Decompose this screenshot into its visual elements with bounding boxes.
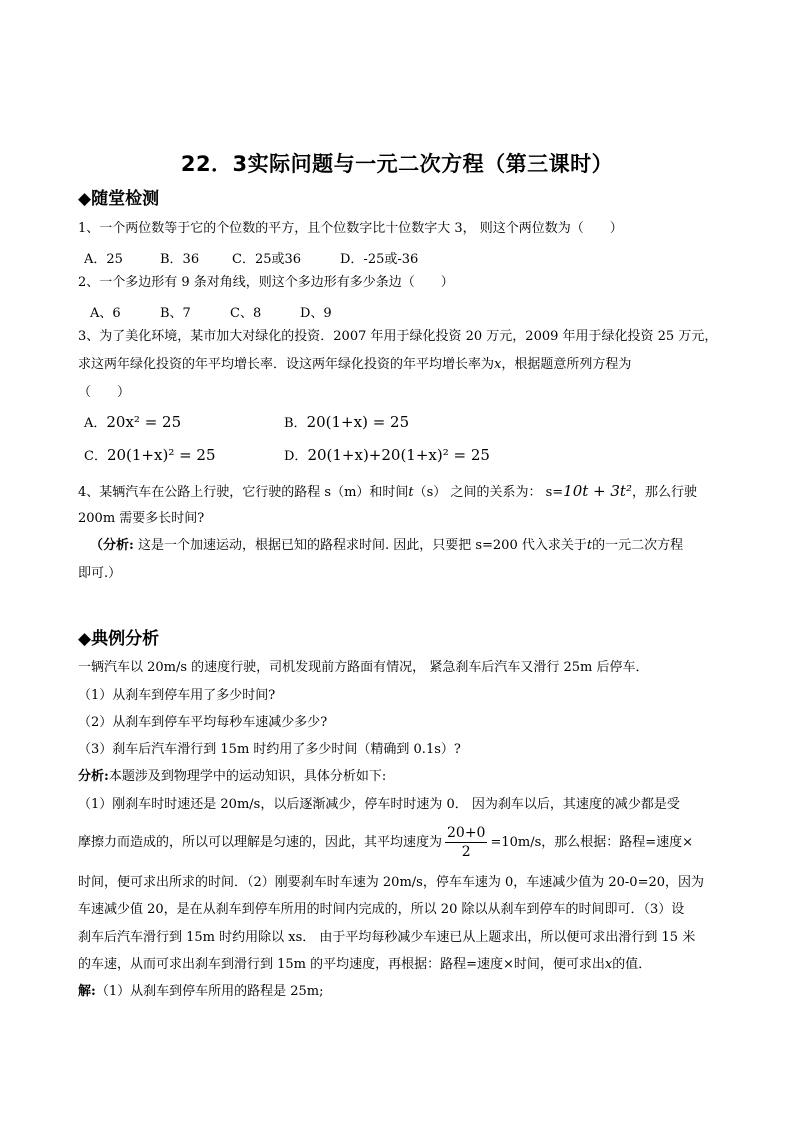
average-speed-fraction [445, 824, 487, 861]
hint-text-2: 的一元二次方程 [592, 538, 684, 553]
solution-text: （1）从刹车到停车所用的路程是 25m; [95, 984, 324, 999]
q3-option-b-formula: 20(1+x) = 25 [306, 413, 410, 431]
q2-option-d: D、9 [300, 306, 332, 321]
q4-text-2: （s） 之间的关系为： s= [413, 485, 564, 500]
q2-option-c: C、8 [230, 306, 262, 321]
analysis-text-6: 的车速，从而可求出刹车到滑行到 15m 的平均速度，再根据：路程=速度×时间，便可求出 [78, 957, 605, 972]
question-3-answer-blank: （ ） [78, 385, 131, 400]
fraction-denominator: 2 [461, 844, 471, 860]
q4-time-variable: t [408, 485, 414, 500]
q3-option-d [284, 445, 490, 464]
fraction-numerator: 20+0 [447, 825, 486, 841]
q3-option-a-label: A． [84, 416, 107, 431]
q4-formula: 10t + 3t² [563, 482, 632, 500]
question-3-line-2 [78, 355, 631, 375]
analysis-label: 分析: [78, 769, 109, 784]
analysis-paragraph-line-4: 车速减少值 20，是在从刹车到停车所用的时间内完成的，所以 20 除以从刹车到停车的时间即可．（3）设 [78, 902, 685, 917]
analysis-paragraph-line-3: 时间，便可求出所求的时间．（2）刚要刹车时车速为 20m/s，停车车速为 0，车速减少值为 20-0=20，因为 [78, 875, 705, 890]
q3-option-a-formula: 20x² = 25 [106, 413, 182, 431]
q3-option-a [84, 412, 181, 431]
analysis-paragraph-line-1: （1）刚刹车时时速还是 20m/s，以后逐渐减少，停车时时速为 0． 因为刹车以后，其速度的减少都是受 [78, 797, 680, 812]
section-heading-practice: ◆随堂检测 [78, 189, 160, 209]
section-heading-example: ◆典例分析 [78, 629, 160, 649]
example-sub-question-2: （2）从刹车到停车平均每秒车速减少多少? [78, 715, 328, 730]
q3-option-b [284, 412, 409, 431]
q3-option-b-label: B． [284, 416, 307, 431]
q2-option-a: A、6 [90, 306, 121, 321]
q1-option-a: A．25 [84, 252, 123, 267]
q2-option-b: B、7 [160, 306, 191, 321]
q4-text-1: 4、某辆汽车在公路上行驶，它行驶的路程 s（m）和时间 [78, 485, 409, 500]
q4-text-3: ，那么行驶 [631, 485, 697, 500]
q3-variable: x [494, 357, 502, 372]
q3-option-c-formula: 20(1+x)² = 25 [106, 446, 216, 464]
example-intro: 一辆汽车以 20m/s 的速度行驶，司机发现前方路面有情况， 紧急刹车后汽车又滑行 25m 后停车． [78, 660, 649, 675]
analysis-paragraph-line-2 [78, 824, 693, 861]
hint-variable: t [586, 538, 593, 553]
analysis-text: 摩擦力而造成的，所以可以理解是匀速的，因此，其平均速度为 [78, 835, 443, 850]
example-sub-question-1: （1）从刹车到停车用了多少时间? [78, 688, 276, 703]
q3-option-d-formula: 20(1+x)+20(1+x)² = 25 [307, 446, 490, 464]
question-4-line-1 [78, 481, 697, 503]
solution-line-1 [78, 982, 323, 1002]
analysis-text-cont: =10m/s，那么根据：路程=速度× [490, 835, 694, 850]
hint-text-1: 这是一个加速运动，根据已知的路程求时间. 因此，只要把 s=200 代入求关于 [133, 538, 587, 553]
analysis-intro [78, 767, 386, 787]
analysis-variable: x [604, 957, 613, 972]
hint-label: （分析: [90, 538, 134, 553]
question-4-hint-end: 即可.） [78, 566, 122, 581]
solution-label: 解: [78, 984, 96, 999]
analysis-paragraph-line-5: 刹车后汽车滑行到 15m 时约用除以 xs． 由于平均每秒减少车速已从上题求出，所以便可求出滑行到 15 米 [78, 930, 696, 945]
q3-option-d-label: D． [284, 449, 308, 464]
analysis-paragraph-line-6 [78, 955, 651, 975]
question-4-hint [90, 536, 683, 556]
q1-option-c: C．25或36 [232, 252, 302, 267]
example-sub-question-3: （3）刹车后汽车滑行到 15m 时约用了多少时间（精确到 0.1s）? [78, 742, 461, 757]
question-1: 1、一个两位数等于它的个位数的平方，且个位数字比十位数字大 3， 则这个两位数为（ ） [78, 221, 623, 236]
q1-option-b: B．36 [160, 252, 200, 267]
page-title: 22．3实际问题与一元二次方程（第三课时） [180, 152, 614, 176]
q3-option-c-label: C． [84, 449, 107, 464]
q3-text-end: ，根据题意所列方程为 [501, 357, 632, 372]
analysis-text-6-end: 的值． [612, 957, 652, 972]
q1-option-d: D．-25或-36 [340, 252, 419, 267]
question-4-line-2: 200m 需要多长时间? [78, 511, 205, 526]
question-3-line-1: 3、为了美化环境，某市加大对绿化的投资．2007 年用于绿化投资 20 万元，2009 年用于绿化投资 25 万元， [78, 329, 718, 344]
analysis-intro-text: 本题涉及到物理学中的运动知识，具体分析如下: [108, 769, 387, 784]
q3-text: 求这两年绿化投资的年平均增长率．设这两年绿化投资的年平均增长率为 [78, 357, 495, 372]
q3-option-c [84, 445, 216, 464]
question-2: 2、一个多边形有 9 条对角线，则这个多边形有多少条边（ ） [78, 275, 454, 290]
